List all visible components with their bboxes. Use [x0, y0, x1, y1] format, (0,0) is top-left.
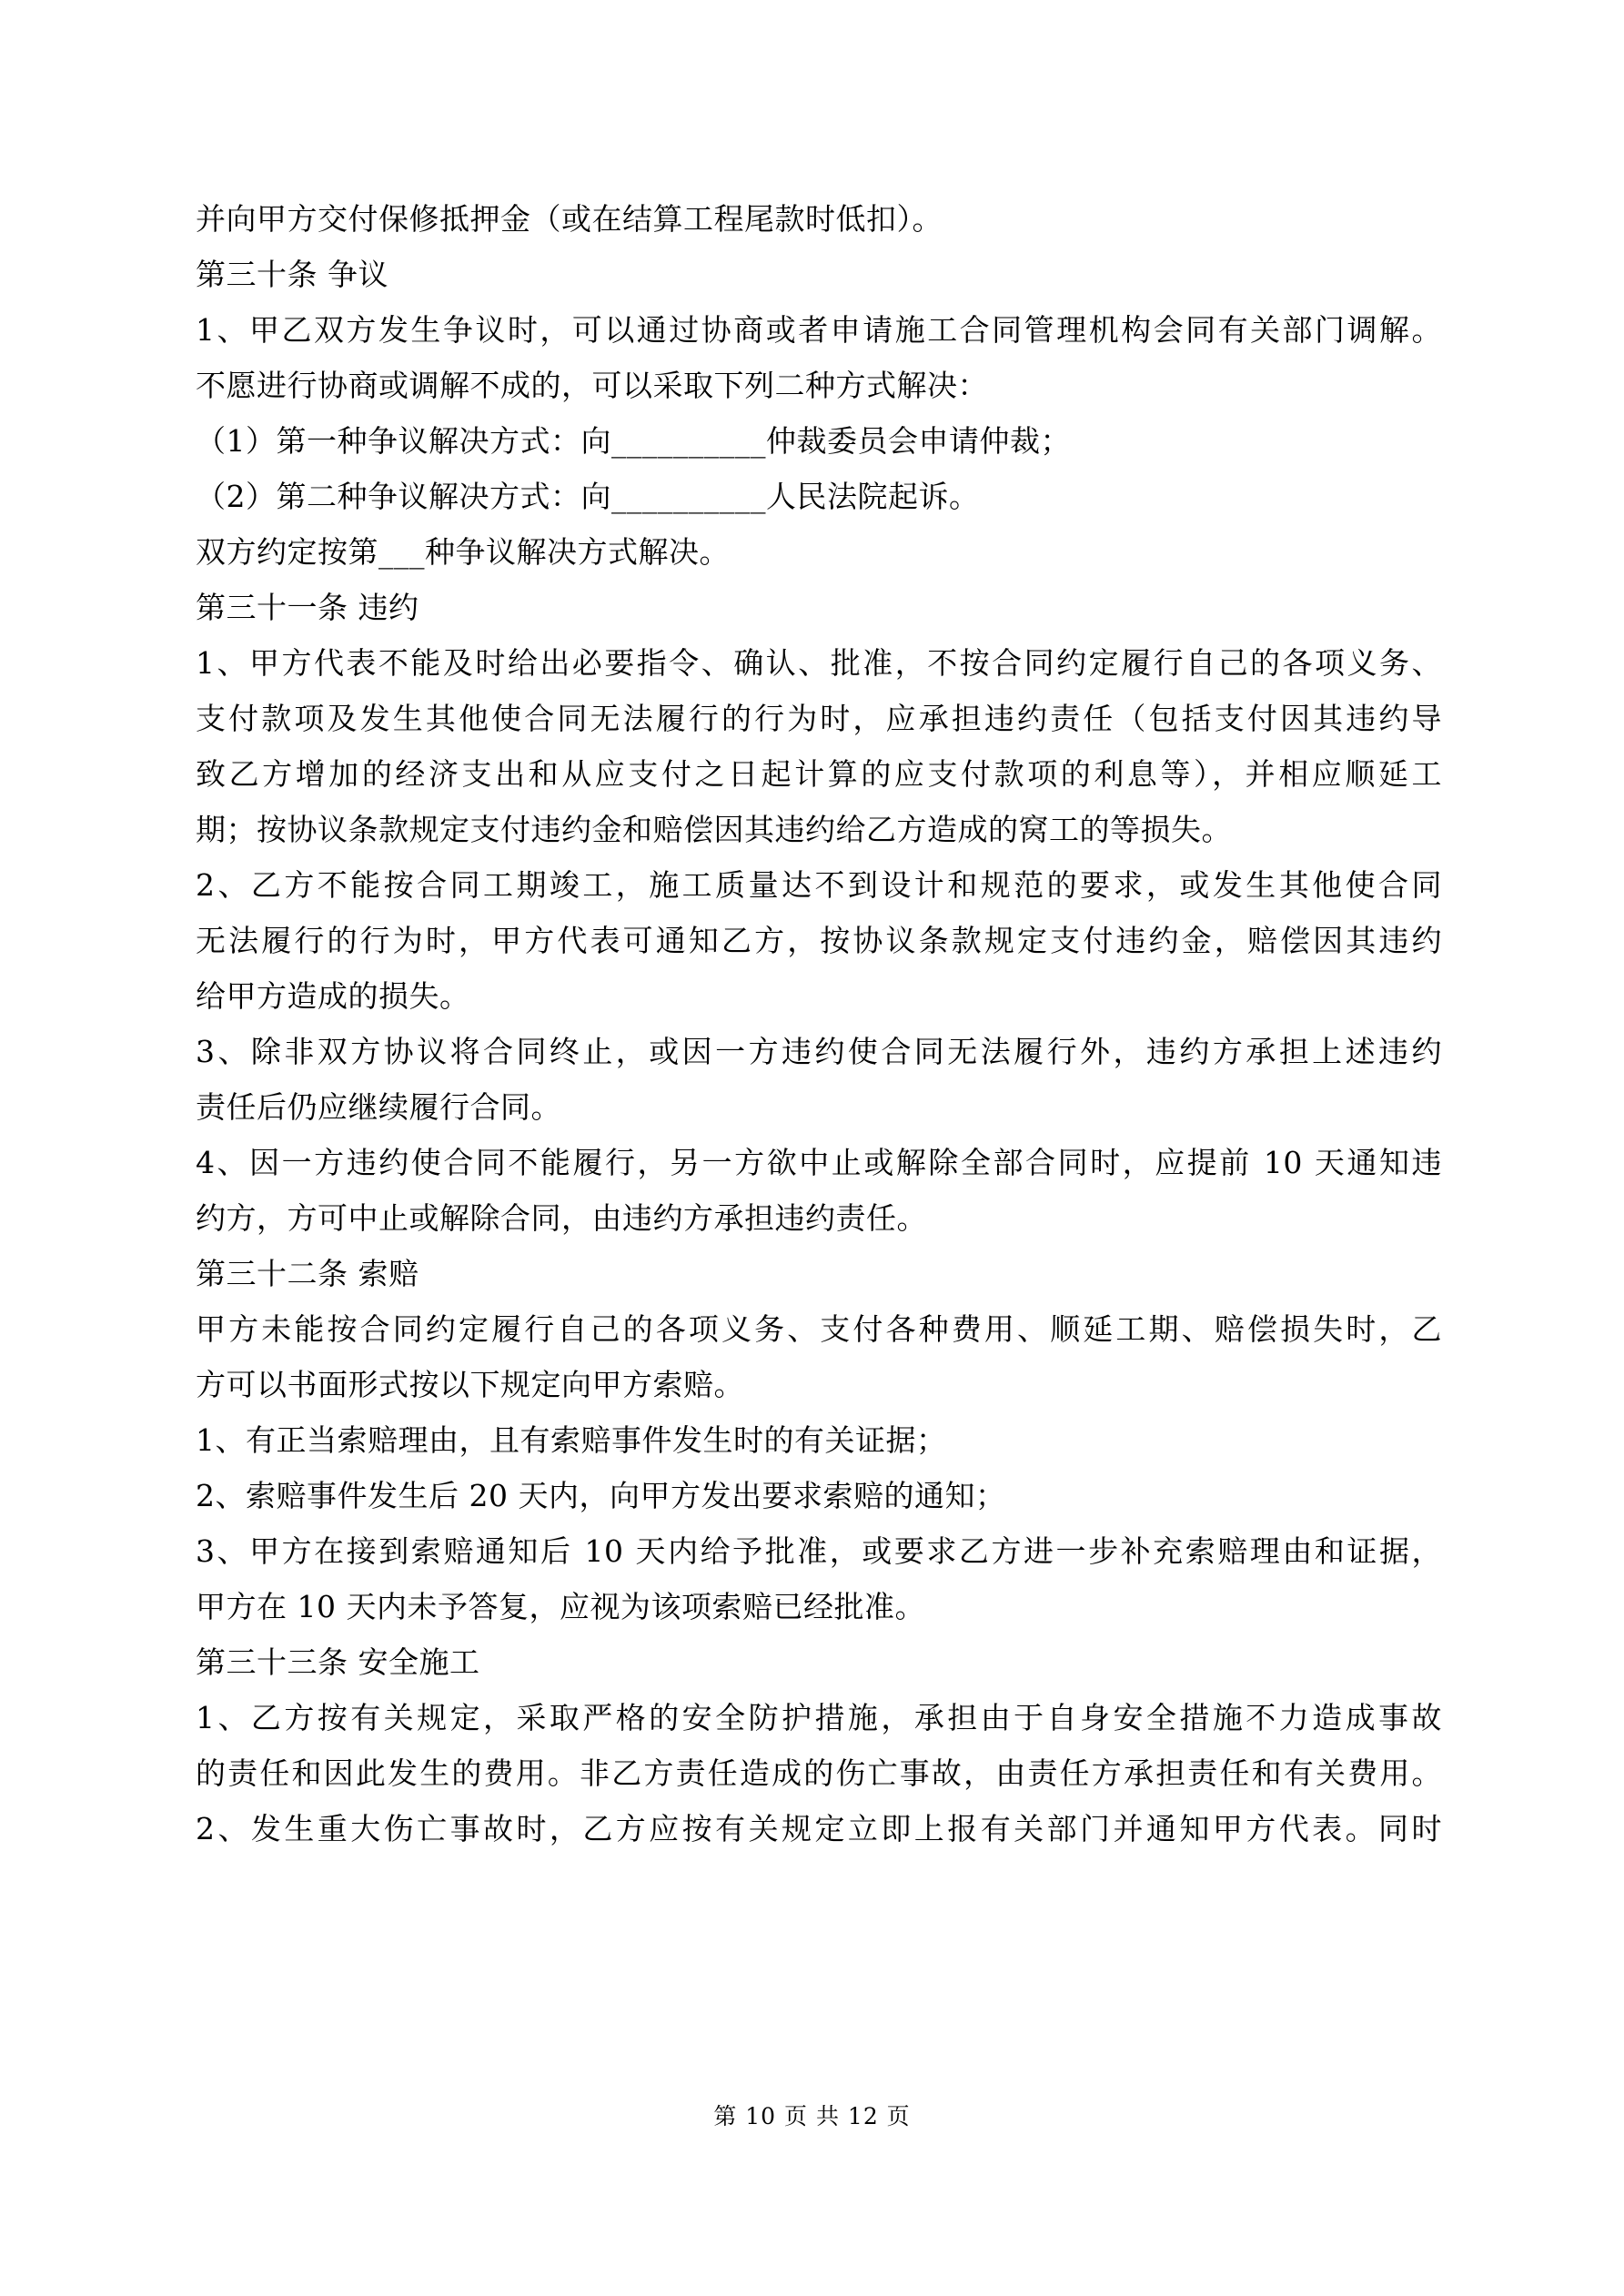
- text-line: 2、索赔事件发生后 20 天内，向甲方发出要求索赔的通知；: [196, 1478, 1006, 1513]
- text-line: 无法履行的行为时，甲方代表可通知乙方，按协议条款规定支付违约金，赔偿因其违约: [196, 923, 1442, 958]
- text-line: 1、甲方代表不能及时给出必要指令、确认、批准，不按合同约定履行自己的各项义务、: [196, 645, 1442, 681]
- text-line: 并向甲方交付保修抵押金（或在结算工程尾款时低扣）。: [196, 201, 943, 237]
- text-line: 约方，方可中止或解除合同，由违约方承担违约责任。: [196, 1200, 927, 1236]
- text-line: 致乙方增加的经济支出和从应支付之日起计算的应支付款项的利息等），并相应顺延工: [196, 756, 1442, 792]
- text-line: 方可以书面形式按以下规定向甲方索赔。: [196, 1367, 744, 1402]
- text-line: 给甲方造成的损失。: [196, 978, 470, 1014]
- text-line: 2、乙方不能按合同工期竣工，施工质量达不到设计和规范的要求，或发生其他使合同: [196, 867, 1442, 903]
- article-heading: 第三十条 争议: [196, 257, 388, 292]
- page-number-footer: 第 10 页 共 12 页: [713, 2103, 911, 2129]
- text-line: 支付款项及发生其他使合同无法履行的行为时，应承担违约责任（包括支付因其违约导: [196, 701, 1442, 736]
- article-heading: 第三十二条 索赔: [196, 1256, 419, 1291]
- text-line: 1、甲乙双方发生争议时，可以通过协商或者申请施工合同管理机构会同有关部门调解。: [196, 312, 1442, 348]
- text-line: 不愿进行协商或调解不成的，可以采取下列二种方式解决：: [196, 368, 988, 403]
- text-line: 3、甲方在接到索赔通知后 10 天内给予批准，或要求乙方进一步补充索赔理由和证据，: [196, 1533, 1442, 1569]
- article-heading: 第三十三条 安全施工: [196, 1644, 480, 1680]
- text-line: 责任后仍应继续履行合同。: [196, 1089, 561, 1125]
- document-body: [196, 191, 1442, 1856]
- text-line: 期；按协议条款规定支付违约金和赔偿因其违约给乙方造成的窝工的等损失。: [196, 812, 1232, 847]
- text-line: 1、有正当索赔理由，且有索赔事件发生时的有关证据；: [196, 1422, 947, 1458]
- text-line: （2）第二种争议解决方式：向__________人民法院起诉。: [196, 479, 980, 514]
- text-line: 甲方在 10 天内未予答复，应视为该项索赔已经批准。: [196, 1589, 925, 1624]
- text-line: 的责任和因此发生的费用。非乙方责任造成的伤亡事故，由责任方承担责任和有关费用。: [196, 1755, 1442, 1791]
- text-line: （1）第一种争议解决方式：向__________仲裁委员会申请仲裁；: [196, 423, 1071, 459]
- text-line: 4、因一方违约使合同不能履行，另一方欲中止或解除全部合同时，应提前 10 天通知违: [196, 1145, 1442, 1180]
- text-line: 3、除非双方协议将合同终止，或因一方违约使合同无法履行外，违约方承担上述违约: [196, 1034, 1442, 1069]
- article-heading: 第三十一条 违约: [196, 590, 419, 625]
- text-line: 双方约定按第___种争议解决方式解决。: [196, 534, 730, 570]
- text-line: 1、乙方按有关规定，采取严格的安全防护措施，承担由于自身安全措施不力造成事故: [196, 1700, 1442, 1735]
- text-line: 2、发生重大伤亡事故时，乙方应按有关规定立即上报有关部门并通知甲方代表。同时: [196, 1811, 1442, 1846]
- text-line: 甲方未能按合同约定履行自己的各项义务、支付各种费用、顺延工期、赔偿损失时，乙: [196, 1311, 1442, 1347]
